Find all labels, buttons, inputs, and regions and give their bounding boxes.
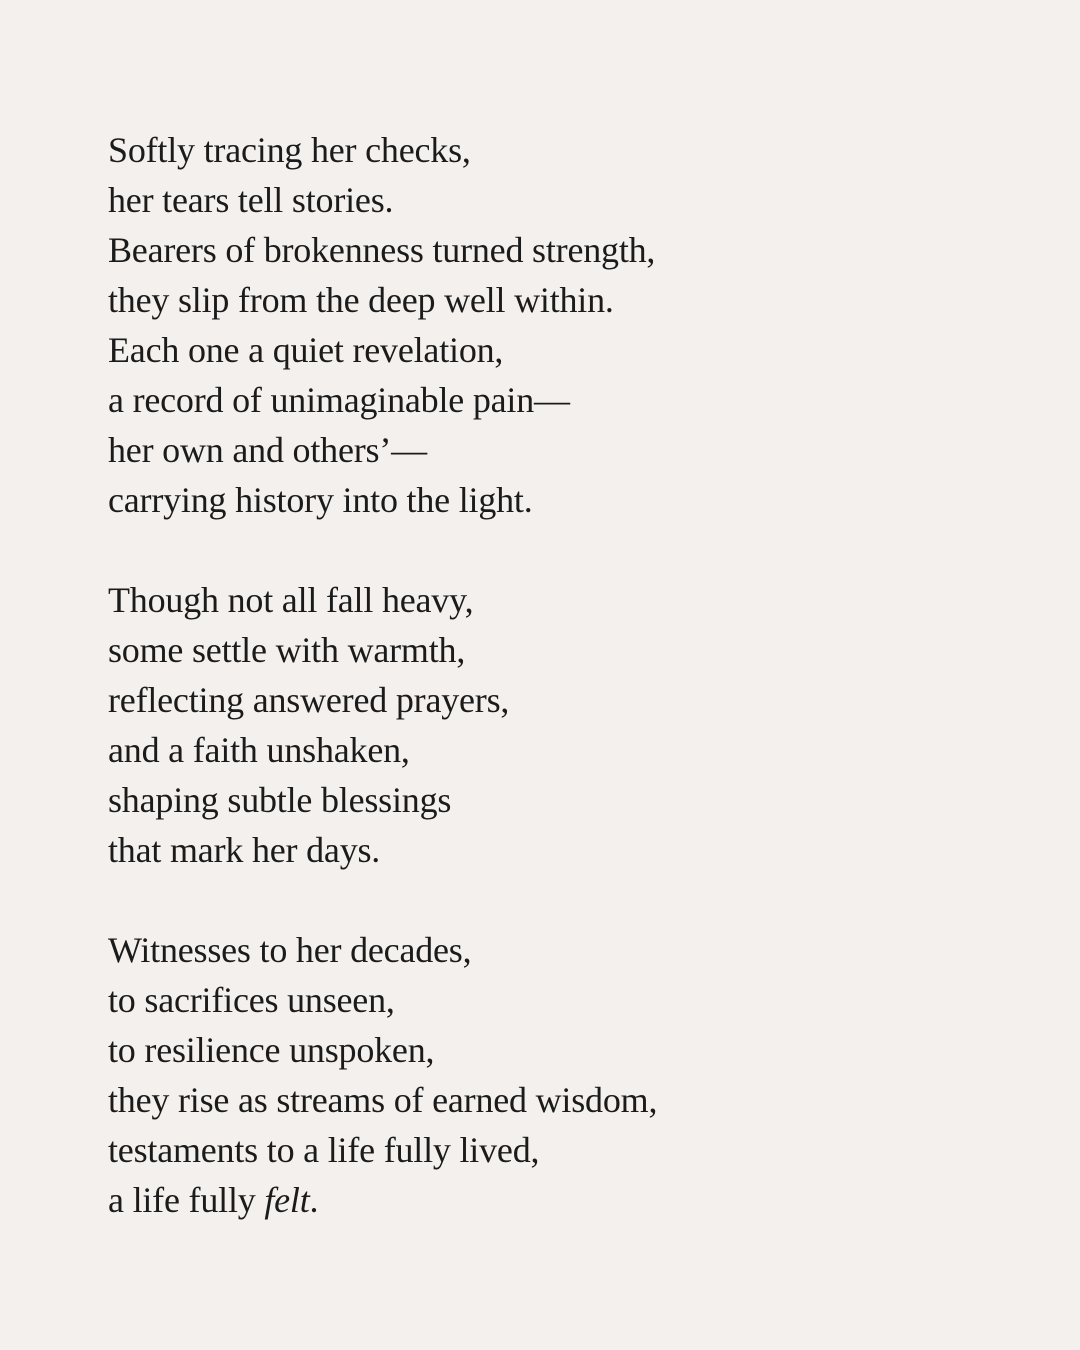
poem-line: to resilience unspoken, xyxy=(108,1030,435,1070)
poem-line: they rise as streams of earned wisdom, xyxy=(108,1080,658,1120)
stanza-1 xyxy=(108,125,1008,525)
poem-line: carrying history into the light. xyxy=(108,480,533,520)
poem-line: Bearers of brokenness turned strength, xyxy=(108,230,656,270)
stanza-2 xyxy=(108,575,1008,875)
final-poem-line xyxy=(108,1175,1008,1225)
final-line-suffix: . xyxy=(309,1180,319,1220)
poem-line: shaping subtle blessings xyxy=(108,780,452,820)
poem-line: Though not all fall heavy, xyxy=(108,580,474,620)
poem-line: Each one a quiet revelation, xyxy=(108,330,504,370)
poem-line: her tears tell stories. xyxy=(108,180,394,220)
poem-line: testaments to a life fully lived, xyxy=(108,1130,540,1170)
stanza-3 xyxy=(108,925,1008,1225)
poem-line: they slip from the deep well within. xyxy=(108,280,614,320)
poem-line: and a faith unshaken, xyxy=(108,730,410,770)
poem-line: her own and others’— xyxy=(108,430,427,470)
poem-line: Softly tracing her checks, xyxy=(108,130,471,170)
poem xyxy=(108,125,1008,1225)
poem-line: reflecting answered prayers, xyxy=(108,680,510,720)
poem-line: a record of unimaginable pain— xyxy=(108,380,570,420)
poem-line: that mark her days. xyxy=(108,830,381,870)
poem-line: to sacrifices unseen, xyxy=(108,980,395,1020)
poem-line: Witnesses to her decades, xyxy=(108,930,472,970)
final-line-prefix: a life fully xyxy=(108,1180,265,1220)
poem-line: some settle with warmth, xyxy=(108,630,466,670)
emphasized-word: felt xyxy=(264,1180,310,1220)
